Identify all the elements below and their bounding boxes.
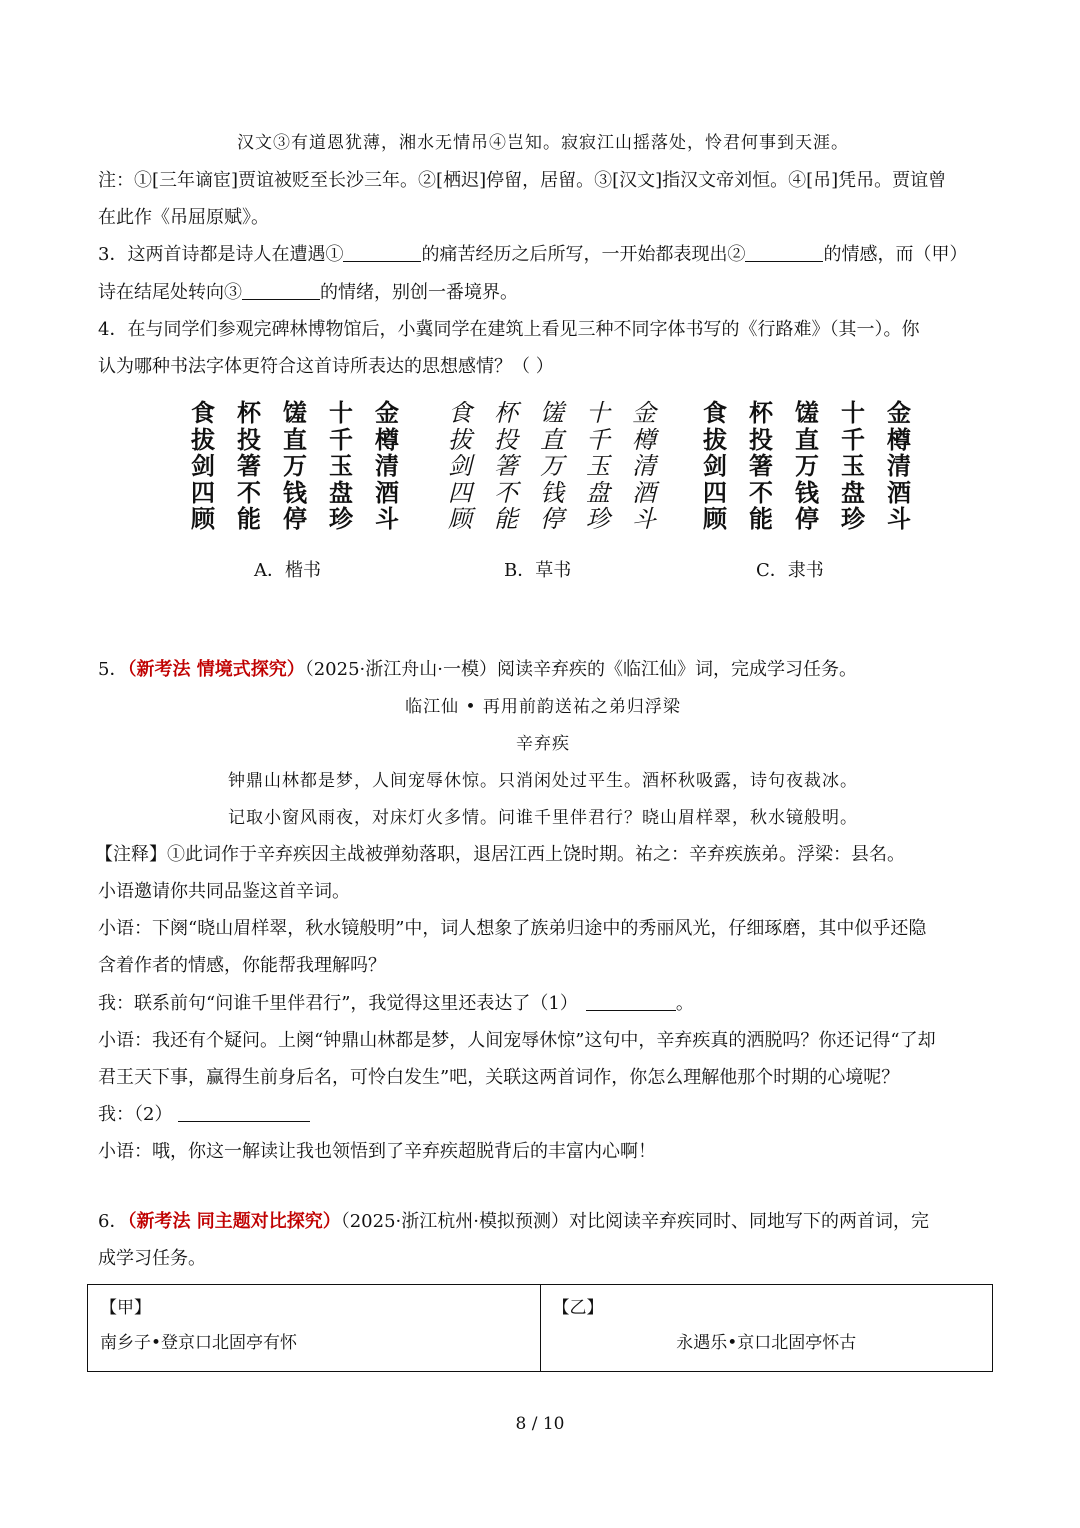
jia-title: 南乡子•登京口北固亭有怀 — [100, 1333, 298, 1353]
table-cell-jia — [88, 1285, 541, 1372]
jia-label: 【甲】 — [100, 1298, 151, 1318]
calligraphy-char: 顾 — [448, 505, 472, 533]
calligraphy-char: 停 — [283, 504, 307, 533]
calligraphy-char: 酒 — [887, 478, 911, 507]
q5-dialog-2 — [98, 991, 988, 1017]
calligraphy-char: 十 — [841, 399, 865, 427]
q5-annotation: 【注释】①此词作于辛弃疾因主战被弹劾落职，退居江西上饶时期。祐之：辛弃疾族弟。浮梁：县名。 — [95, 844, 905, 865]
calligraphy-row — [692, 427, 922, 454]
q3-blank-1[interactable] — [343, 243, 421, 262]
q3-text-d: 诗在结尾处转向③ — [98, 282, 242, 303]
q5-dialog-2-text: 我：联系前句“问谁千里伴君行”，我觉得这里还表达了（1） — [98, 993, 578, 1014]
calligraphy-char: 千 — [841, 425, 865, 454]
calligraphy-char: 千 — [329, 424, 353, 454]
calligraphy-char: 珍 — [586, 505, 610, 533]
calligraphy-char: 金 — [887, 399, 911, 427]
calligraphy-char: 直 — [795, 425, 819, 454]
q5-dialog-1b: 含着作者的情感，你能帮我理解吗？ — [98, 955, 386, 976]
calligraphy-kaishu — [180, 400, 410, 533]
q5-blank-1[interactable] — [586, 992, 676, 1011]
comparison-table — [87, 1284, 993, 1372]
q3-blank-3[interactable] — [242, 281, 320, 300]
calligraphy-char: 不 — [494, 478, 518, 507]
note-line-2: 在此作《吊屈原赋》。 — [98, 207, 269, 228]
question-6-header-2: 成学习任务。 — [98, 1248, 206, 1269]
page-number: 8 / 10 — [515, 1414, 565, 1434]
table-cell-yi — [540, 1285, 993, 1372]
calligraphy-char: 盘 — [329, 477, 353, 507]
calligraphy-char: 十 — [586, 399, 610, 427]
q5-dialog-2-end: 。 — [675, 993, 694, 1014]
q5-blank-2[interactable] — [178, 1103, 310, 1122]
option-c[interactable]: C．隶书 — [756, 560, 824, 581]
calligraphy-char: 盘 — [586, 478, 610, 507]
calligraphy-char: 酒 — [632, 478, 656, 507]
calligraphy-row — [692, 506, 922, 533]
q3-text-c: 的情感，而（甲） — [823, 244, 968, 265]
calligraphy-char: 斗 — [632, 505, 656, 533]
poem-top-line: 汉文③有道恩犹薄，湘水无情吊④岂知。寂寂江山摇落处，怜君何事到天涯。 — [237, 133, 849, 153]
calligraphy-char: 金 — [375, 398, 399, 427]
q5-poem-author: 辛弃疾 — [516, 734, 570, 754]
calligraphy-row — [692, 453, 922, 480]
note-line-1: 注：①[三年谪宦]贾谊被贬至长沙三年。②[栖迟]停留，居留。③[汉文]指汉文帝刘恒。④[吊]凭吊。贾谊曾 — [98, 170, 947, 191]
calligraphy-char: 箸 — [237, 451, 261, 480]
calligraphy-char: 停 — [795, 505, 819, 533]
calligraphy-char: 直 — [540, 425, 564, 454]
q5-dialog-3a: 小语：我还有个疑问。上阕“钟鼎山林都是梦，人间宠辱休惊”这句中，辛弃疾真的洒脱吗？你还记得“了却 — [98, 1030, 936, 1051]
calligraphy-char: 投 — [237, 424, 261, 454]
calligraphy-row — [437, 453, 667, 480]
calligraphy-char: 钱 — [540, 478, 564, 507]
calligraphy-char: 千 — [586, 425, 610, 454]
calligraphy-char: 清 — [887, 452, 911, 480]
question-4-line-1: 4．在与同学们参观完碑林博物馆后，小冀同学在建筑上看见三种不同字体书写的《行路难》（其一）。你 — [98, 319, 920, 340]
question-4-line-2: 认为哪种书法字体更符合这首诗所表达的思想感情？（ ） — [98, 356, 554, 377]
q5-tag: （新考法 情境式探究） — [127, 659, 305, 680]
q5-dialog-3b: 君王天下事，赢得生前身后名，可怜白发生”吧，关联这两首词作，你怎么理解他那个时期的心境呢？ — [98, 1067, 900, 1088]
calligraphy-char: 酒 — [375, 477, 399, 507]
calligraphy-char: 顾 — [703, 505, 727, 533]
calligraphy-char: 不 — [237, 477, 261, 507]
calligraphy-char: 樽 — [632, 425, 656, 454]
calligraphy-char: 能 — [237, 504, 261, 533]
calligraphy-char: 万 — [283, 451, 307, 480]
q5-dialog-4-text: 我：（2） — [98, 1104, 173, 1125]
q5-dialog-5: 小语：哦，你这一解读让我也领悟到了辛弃疾超脱背后的丰富内心啊！ — [98, 1141, 656, 1162]
calligraphy-char: 盘 — [841, 478, 865, 507]
calligraphy-char: 玉 — [329, 451, 353, 480]
calligraphy-row — [180, 400, 410, 427]
calligraphy-row — [180, 477, 410, 507]
calligraphy-char: 玉 — [586, 452, 610, 480]
calligraphy-char: 万 — [540, 452, 564, 480]
calligraphy-char: 清 — [632, 452, 656, 480]
q3-text-e: 的情绪，别创一番境界。 — [320, 282, 518, 303]
calligraphy-row — [692, 400, 922, 427]
calligraphy-char: 拔 — [448, 425, 472, 454]
calligraphy-char: 剑 — [191, 451, 215, 480]
calligraphy-char: 玉 — [841, 452, 865, 480]
calligraphy-char: 清 — [375, 451, 399, 480]
q3-blank-2[interactable] — [745, 243, 823, 262]
q3-text-a: 3．这两首诗都是诗人在遭遇① — [98, 244, 344, 265]
q5-dialog-1a: 小语：下阕“晓山眉样翠，秋水镜般明”中，词人想象了族弟归途中的秀丽风光，仔细琢磨，其中似乎还隐 — [98, 918, 927, 939]
calligraphy-row — [180, 424, 410, 454]
calligraphy-char: 投 — [494, 425, 518, 454]
calligraphy-lishu — [692, 400, 922, 533]
q5-poem-title: 临江仙 • 再用前韵送祐之弟归浮梁 — [405, 697, 681, 717]
q5-verse-2: 记取小窗风雨夜，对床灯火多情。问谁千里伴君行？晓山眉样翠，秋水镜般明。 — [228, 808, 858, 828]
question-3-line-2 — [98, 280, 988, 306]
calligraphy-char: 金 — [632, 399, 656, 427]
calligraphy-char: 拔 — [703, 425, 727, 454]
calligraphy-char: 斗 — [887, 505, 911, 533]
question-3-line-1 — [98, 242, 988, 268]
calligraphy-char: 箸 — [494, 452, 518, 480]
yi-label: 【乙】 — [552, 1298, 604, 1318]
q5-verse-1: 钟鼎山林都是梦，人间宠辱休惊。只消闲处过平生。酒杯秋吸露，诗句夜裁冰。 — [228, 771, 858, 791]
option-b[interactable]: B．草书 — [504, 560, 572, 581]
calligraphy-char: 食 — [191, 398, 215, 427]
calligraphy-char: 剑 — [448, 452, 472, 480]
calligraphy-char: 箸 — [749, 452, 773, 480]
calligraphy-char: 杯 — [749, 399, 773, 427]
calligraphy-row — [437, 400, 667, 427]
calligraphy-row — [437, 506, 667, 533]
calligraphy-char: 斗 — [375, 504, 399, 533]
option-a[interactable]: A．楷书 — [254, 560, 321, 581]
calligraphy-char: 钱 — [795, 478, 819, 507]
calligraphy-char: 樽 — [887, 425, 911, 454]
calligraphy-char: 剑 — [703, 452, 727, 480]
calligraphy-char: 万 — [795, 452, 819, 480]
calligraphy-char: 投 — [749, 425, 773, 454]
calligraphy-char: 食 — [448, 399, 472, 427]
q6-tag: （新考法 同主题对比探究） — [127, 1211, 341, 1232]
calligraphy-char: 不 — [749, 478, 773, 507]
calligraphy-char: 馐 — [795, 399, 819, 427]
calligraphy-row — [180, 506, 410, 533]
question-6-header — [98, 1209, 988, 1235]
question-5-header — [98, 657, 988, 683]
q6-number: 6． — [98, 1211, 128, 1232]
calligraphy-char: 食 — [703, 399, 727, 427]
calligraphy-char: 四 — [191, 477, 215, 507]
calligraphy-char: 拔 — [191, 424, 215, 454]
calligraphy-row — [692, 480, 922, 507]
calligraphy-char: 馐 — [540, 399, 564, 427]
yi-title: 永遇乐•京口北固亭怀古 — [676, 1333, 857, 1353]
calligraphy-char: 杯 — [494, 399, 518, 427]
q5-number: 5． — [98, 659, 128, 680]
calligraphy-char: 珍 — [841, 505, 865, 533]
calligraphy-row — [180, 453, 410, 480]
calligraphy-char: 十 — [329, 398, 353, 427]
calligraphy-char: 四 — [448, 478, 472, 507]
calligraphy-char: 馐 — [283, 398, 307, 427]
q5-intro: （2025·浙江舟山·一模）阅读辛弃疾的《临江仙》词，完成学习任务。 — [304, 659, 857, 680]
calligraphy-char: 四 — [703, 478, 727, 507]
calligraphy-char: 停 — [540, 505, 564, 533]
calligraphy-row — [437, 480, 667, 507]
q5-invite: 小语邀请你共同品鉴这首辛词。 — [98, 881, 350, 902]
calligraphy-row — [437, 427, 667, 454]
calligraphy-caoshu — [437, 400, 667, 533]
calligraphy-char: 顾 — [191, 504, 215, 533]
calligraphy-char: 能 — [749, 505, 773, 533]
calligraphy-char: 珍 — [329, 504, 353, 533]
calligraphy-char: 钱 — [283, 477, 307, 507]
calligraphy-char: 杯 — [237, 398, 261, 427]
q5-dialog-4 — [98, 1102, 988, 1128]
calligraphy-char: 能 — [494, 505, 518, 533]
calligraphy-char: 樽 — [375, 424, 399, 454]
q6-intro: （2025·浙江杭州·模拟预测）对比阅读辛弃疾同时、同地写下的两首词，完 — [340, 1211, 929, 1232]
q3-text-b: 的痛苦经历之后所写，一开始都表现出② — [421, 244, 746, 265]
calligraphy-char: 直 — [283, 424, 307, 454]
